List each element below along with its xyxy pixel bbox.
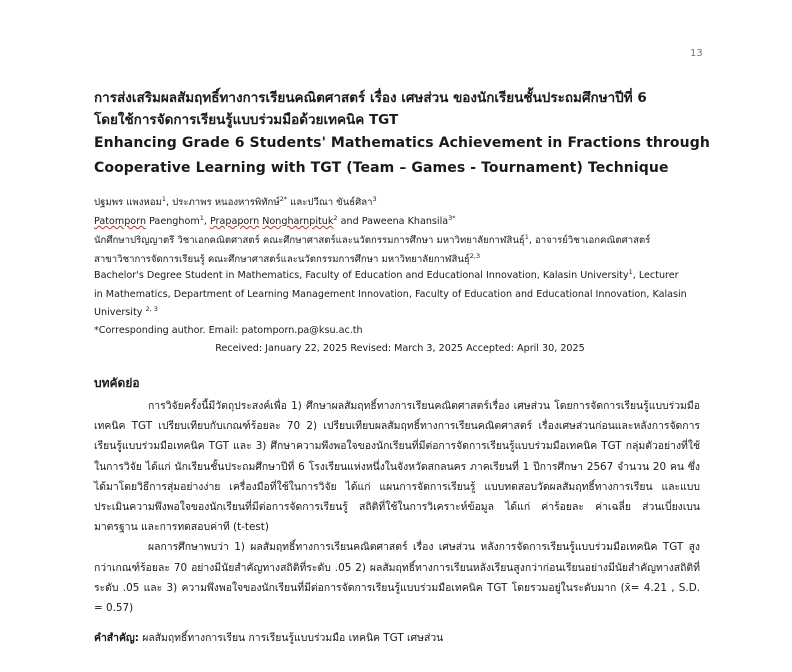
affiliation-thai-line-2: สาขาวิชาการจัดการเรียนรู้ คณะศึกษาศาสตร์และนวัตกรรมการศึกษา มหาวิทยาลัยกาฬสินธุ์ xyxy=(94,253,470,265)
superscript: 1 xyxy=(199,213,204,222)
affiliation-english-line-2: in Mathematics, Department of Learning Management Innovation, Faculty of Education and Educational Innovation, Kalasin xyxy=(94,288,687,300)
authors-english: Patomporn Paenghom$^1$, Prapaporn Nongharnpituk$^2$ and Paweena Khansila$^{3*}$ xyxy=(94,213,456,227)
superscript: 1 xyxy=(628,267,633,276)
superscript: 2* xyxy=(279,194,288,203)
title-english-line-1: Enhancing Grade 6 Students' Mathematics Achievement in Fractions through xyxy=(94,135,710,151)
superscript: 1 xyxy=(524,232,529,241)
abstract-paragraph-1: การวิจัยครั้งนี้มีวัตถุประสงค์เพื่อ 1) ศึกษาผลสัมฤทธิ์ทางการเรียนคณิตศาสตร์เรื่อง เศษส่วน โดยการจัดการเรียนรู้แบบร่วมมือเทคนิค TGT เปรียบเทียบกับเกณฑ์ร้อยละ 70 2) เปรียบเทียบผลสัมฤทธิ์ทางการเรียนคณิตศาสตร์ เรื่องเศษส่วนก่อนและหลังการจัดการเรียนรู้แบบร่วมมือเทคนิค TGT และ 3) ศึกษาความพึงพอใจของนักเรียนที่มีต่อการจัดการเรียนรู้แบบร่วมมือเทคนิค TGT กลุ่มตัวอย่างที่ใช้ในการวิจัย ได้แก่ นักเรียนชั้นประถมศึกษาปีที่ 6 โรงเรียนแห่งหนึ่งในจังหวัดสกลนคร ภาคเรียนที่ 1 ปีการศึกษา 2567 จำนวน 20 คน ซึ่งได้มาโดยวิธีการสุ่มอย่างง่าย เครื่องมือที่ใช้ในการวิจัย ได้แก่ แผนการจัดการเรียนรู้ แบบทดสอบวัดผลสัมฤทธิ์ทางการเรียน และแบบประเมินความพึงพอใจของนักเรียนที่มีต่อการจัดการเรียนรู้ สถิติที่ใช้ในการวิเคราะห์ข้อมูล ได้แก่ ค่าร้อยละ ค่าเฉลี่ย ส่วนเบี่ยงเบนมาตรฐาน และการทดสอบค่าที (t-test) xyxy=(94,400,700,534)
corresponding-author: *Corresponding author. Email: patomporn.pa@ksu.ac.th xyxy=(94,325,363,336)
affiliation-english-line-1b: , Lecturer xyxy=(632,270,679,281)
affiliation-thai-line-1b: , อาจารย์วิชาเอกคณิตศาสตร์ xyxy=(528,235,651,246)
keywords xyxy=(94,628,706,648)
affiliation-english xyxy=(94,267,706,323)
author-english-3: and Paweena Khansila xyxy=(337,216,449,227)
author-english-1-first: Patomporn xyxy=(94,216,147,227)
affiliation-english-line-3: University xyxy=(94,307,143,318)
author-english-2-last: Nongharnpituk xyxy=(262,216,334,227)
abstract-paragraph-2: ผลการศึกษาพบว่า 1) ผลสัมฤทธิ์ทางการเรียนคณิตศาสตร์ เรื่อง เศษส่วน หลังการจัดการเรียนรู้แบบร่วมมือเทคนิค TGT สูงกว่าเกณฑ์ร้อยละ 70 อย่างมีนัยสำคัญทางสถิติที่ระดับ .05 2) ผลสัมฤทธิ์ทางการเรียนหลังเรียนสูงกว่าก่อนเรียนอย่างมีนัยสำคัญทางสถิติที่ระดับ .05 และ 3) ความพึงพอใจของนักเรียนที่มีต่อการจัดการเรียนรู้แบบร่วมมือเทคนิค TGT โดยรวมอยู่ในระดับมาก (x̄= 4.21 , S.D. = 0.57) xyxy=(94,541,700,615)
received-dates: Received: January 22, 2025 Revised: March 3, 2025 Accepted: April 30, 2025 xyxy=(215,343,585,354)
title-english xyxy=(94,131,734,181)
abstract-body xyxy=(94,396,700,618)
affiliation-english-line-1: Bachelor's Degree Student in Mathematics, Faculty of Education and Educational Innovation, Kalasin University xyxy=(94,270,629,281)
affiliation-thai xyxy=(94,232,706,269)
author-english-2-first: Prapaporn xyxy=(209,216,260,227)
page-number: 13 xyxy=(690,48,703,59)
superscript: 1 xyxy=(161,194,166,203)
title-thai-line-1: การส่งเสริมผลสัมฤทธิ์ทางการเรียนคณิตศาสตร์ เรื่อง เศษส่วน ของนักเรียนชั้นประถมศึกษาปีที่ 6 xyxy=(94,90,647,106)
author-english-1-last: Paenghom xyxy=(146,216,200,227)
superscript: 2 xyxy=(333,213,338,222)
superscript: 2, 3 xyxy=(145,304,158,313)
author-thai-2: , ประภาพร หนองหารพิทักษ์ xyxy=(165,197,280,208)
superscript: 2,3 xyxy=(469,251,481,260)
superscript: 3 xyxy=(372,194,377,203)
keywords-label: คำสำคัญ: xyxy=(94,632,139,644)
title-english-line-2: Cooperative Learning with TGT (Team – Games - Tournament) Technique xyxy=(94,160,669,176)
abstract-heading: บทคัดย่อ xyxy=(94,376,140,390)
authors-thai xyxy=(94,194,706,213)
author-thai-1: ปฐมพร แพงหอม xyxy=(94,197,162,208)
title-thai xyxy=(94,87,734,131)
superscript: 3* xyxy=(448,213,456,222)
title-thai-line-2: โดยใช้การจัดการเรียนรู้แบบร่วมมือด้วยเทคนิค TGT xyxy=(94,112,399,128)
author-thai-3: และปวีณา ขันธ์ศิลา xyxy=(287,197,373,208)
keywords-text: ผลสัมฤทธิ์ทางการเรียน การเรียนรู้แบบร่วมมือ เทคนิค TGT เศษส่วน xyxy=(138,632,444,644)
affiliation-thai-line-1: นักศึกษาปริญญาตรี วิชาเอกคณิตศาสตร์ คณะศึกษาศาสตร์และนวัตกรรมการศึกษา มหาวิทยาลัยกาฬสินธุ์ xyxy=(94,235,525,246)
